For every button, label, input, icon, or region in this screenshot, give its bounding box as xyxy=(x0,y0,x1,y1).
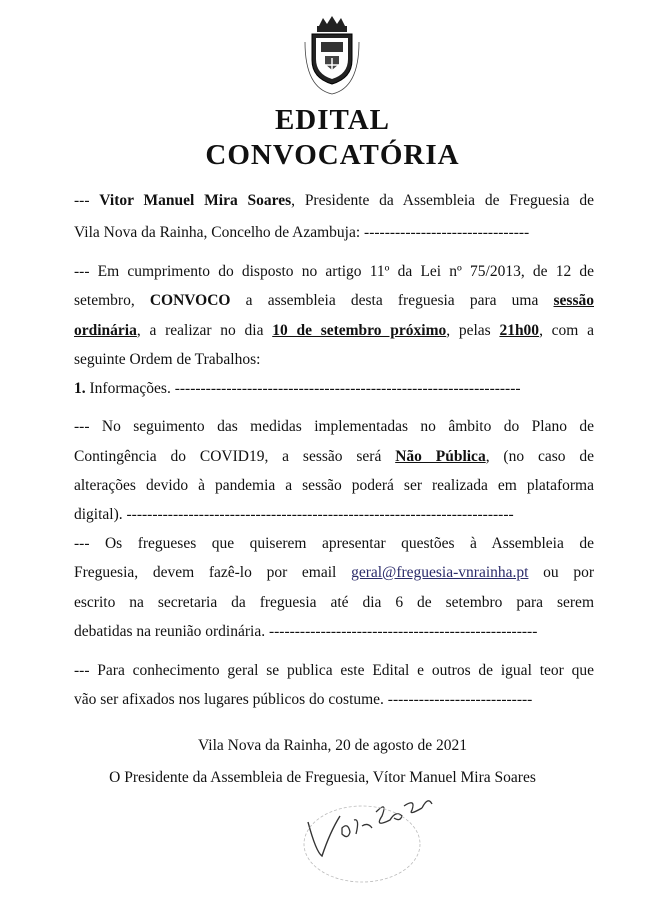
document-title: EDITAL xyxy=(274,104,391,136)
document-subtitle: CONVOCATÓRIA xyxy=(205,139,460,171)
text-run: Freguesia, devem fazê-lo por email xyxy=(74,564,352,581)
president-name: Vitor Manuel Mira Soares xyxy=(99,192,292,209)
session-word: sessão xyxy=(553,292,594,309)
text-line xyxy=(74,191,594,211)
text-line: Vila Nova da Rainha, Concelho de Azambuja: -------------------------------- xyxy=(74,224,530,241)
handwritten-signature xyxy=(290,782,440,892)
meeting-time: 21h00 xyxy=(499,322,540,339)
parish-coat-of-arms xyxy=(297,12,367,98)
agenda-item-number: 1. xyxy=(74,380,86,397)
text-run: , Presidente da Assembleia de Freguesia de xyxy=(291,192,594,209)
text-run: ou por xyxy=(528,564,594,581)
text-line: escrito na secretaria da freguesia até dia 6 de setembro para serem xyxy=(74,594,594,611)
text-line: --- Para conhecimento geral se publica este Edital e outros de igual teor que xyxy=(74,662,594,679)
text-run: --- xyxy=(74,192,100,209)
text-line: seguinte Ordem de Trabalhos: xyxy=(74,351,261,368)
signatory-line: O Presidente da Assembleia de Freguesia, Vítor Manuel Mira Soares xyxy=(109,769,536,786)
text-line xyxy=(74,563,594,583)
text-run: setembro, xyxy=(74,292,150,309)
text-line: debatidas na reunião ordinária. ---------------------------------------------------- xyxy=(74,623,538,640)
agenda-item xyxy=(74,379,594,399)
convoco-word: CONVOCO xyxy=(149,292,231,309)
text-run: Contingência do COVID19, a sessão será xyxy=(74,448,396,465)
text-run: a assembleia desta freguesia para uma xyxy=(230,292,554,309)
text-line xyxy=(74,447,594,467)
text-run: , (no caso de xyxy=(485,448,594,465)
text-line: --- Em cumprimento do disposto no artigo 11º da Lei nº 75/2013, de 12 de xyxy=(74,263,594,280)
text-run: , com a xyxy=(539,322,594,339)
text-run: , pelas xyxy=(446,322,500,339)
text-line xyxy=(74,321,594,341)
text-line: --- No seguimento das medidas implementadas no âmbito do Plano de xyxy=(74,418,594,435)
text-line: alterações devido à pandemia a sessão poderá ser realizada em plataforma xyxy=(74,477,594,494)
place-and-date: Vila Nova da Rainha, 20 de agosto de 2021 xyxy=(198,737,467,754)
email-link[interactable]: geral@freguesia-vnrainha.pt xyxy=(351,564,529,581)
agenda-item-text: Informações. ------------------------------------------------------------------- xyxy=(85,380,521,397)
text-run: , a realizar no dia xyxy=(136,322,273,339)
text-line: --- Os fregueses que quiserem apresentar questões à Assembleia de xyxy=(74,535,594,552)
text-line: digital). --------------------------------------------------------------------------- xyxy=(74,506,514,523)
text-line xyxy=(74,291,594,311)
non-public-label: Não Pública xyxy=(395,448,486,465)
meeting-date: 10 de setembro próximo xyxy=(272,322,447,339)
ordinary-word: ordinária xyxy=(74,322,137,339)
text-line: vão ser afixados nos lugares públicos do costume. ---------------------------- xyxy=(74,691,533,708)
